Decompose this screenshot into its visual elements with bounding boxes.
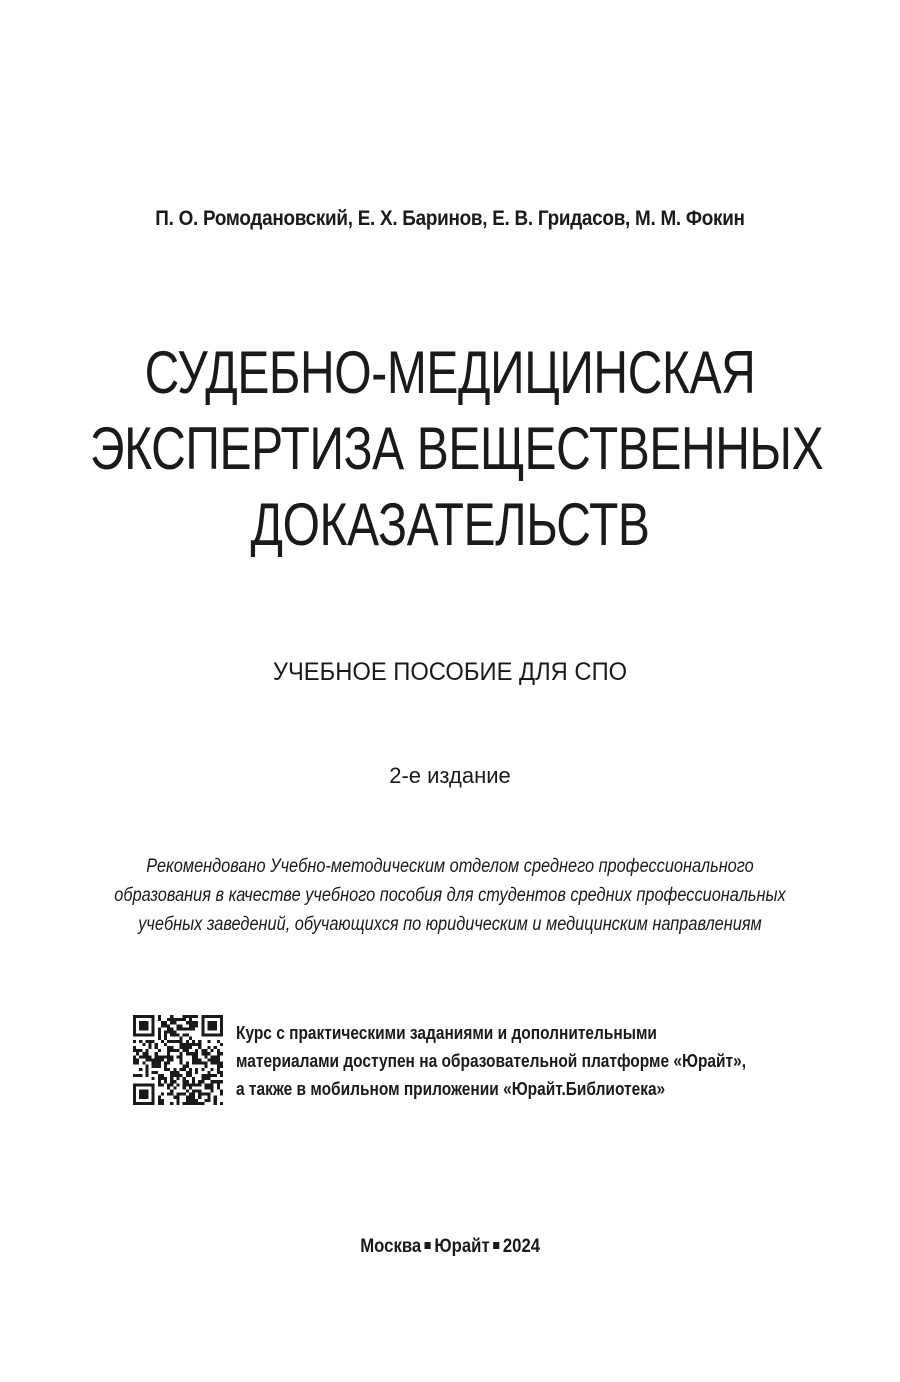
recommendation-line: Рекомендовано Учебно-методическим отделом среднего профессионального <box>146 856 754 877</box>
book-title <box>0 335 900 563</box>
course-note-line: Курс с практическими заданиями и дополнительными <box>236 1023 657 1043</box>
edition: 2-е издание <box>389 763 511 788</box>
imprint-publisher: Юрайт <box>434 1236 490 1257</box>
imprint-city: Москва <box>360 1236 422 1257</box>
book-title-line: СУДЕБНО-МЕДИЦИНСКАЯ <box>144 339 756 406</box>
book-subtitle: УЧЕБНОЕ ПОСОБИЕ ДЛЯ СПО <box>272 658 628 686</box>
authors: П. О. Ромодановский, Е. Х. Баринов, Е. В. Гридасов, М. М. Фокин <box>155 207 745 230</box>
course-note-line: материалами доступен на образовательной платформе «Юрайт», <box>236 1051 747 1071</box>
book-title-line: ДОКАЗАТЕЛЬСТВ <box>250 491 650 558</box>
imprint <box>0 1236 900 1258</box>
recommendation-line: учебных заведений, обучающихся по юридическим и медицинским направлениям <box>138 914 762 935</box>
imprint-year: 2024 <box>502 1236 540 1257</box>
square-separator-icon <box>425 1242 431 1249</box>
qr-code-icon <box>133 1014 223 1106</box>
recommendation-note <box>0 852 900 939</box>
course-note-line: а также в мобильном приложении «Юрайт.Библиотека» <box>236 1079 666 1099</box>
book-title-line: ЭКСПЕРТИЗА ВЕЩЕСТВЕННЫХ <box>90 415 824 482</box>
recommendation-line: образования в качестве учебного пособия для студентов средних профессиональных <box>114 885 786 906</box>
course-note <box>236 1019 836 1103</box>
square-separator-icon <box>493 1242 499 1249</box>
